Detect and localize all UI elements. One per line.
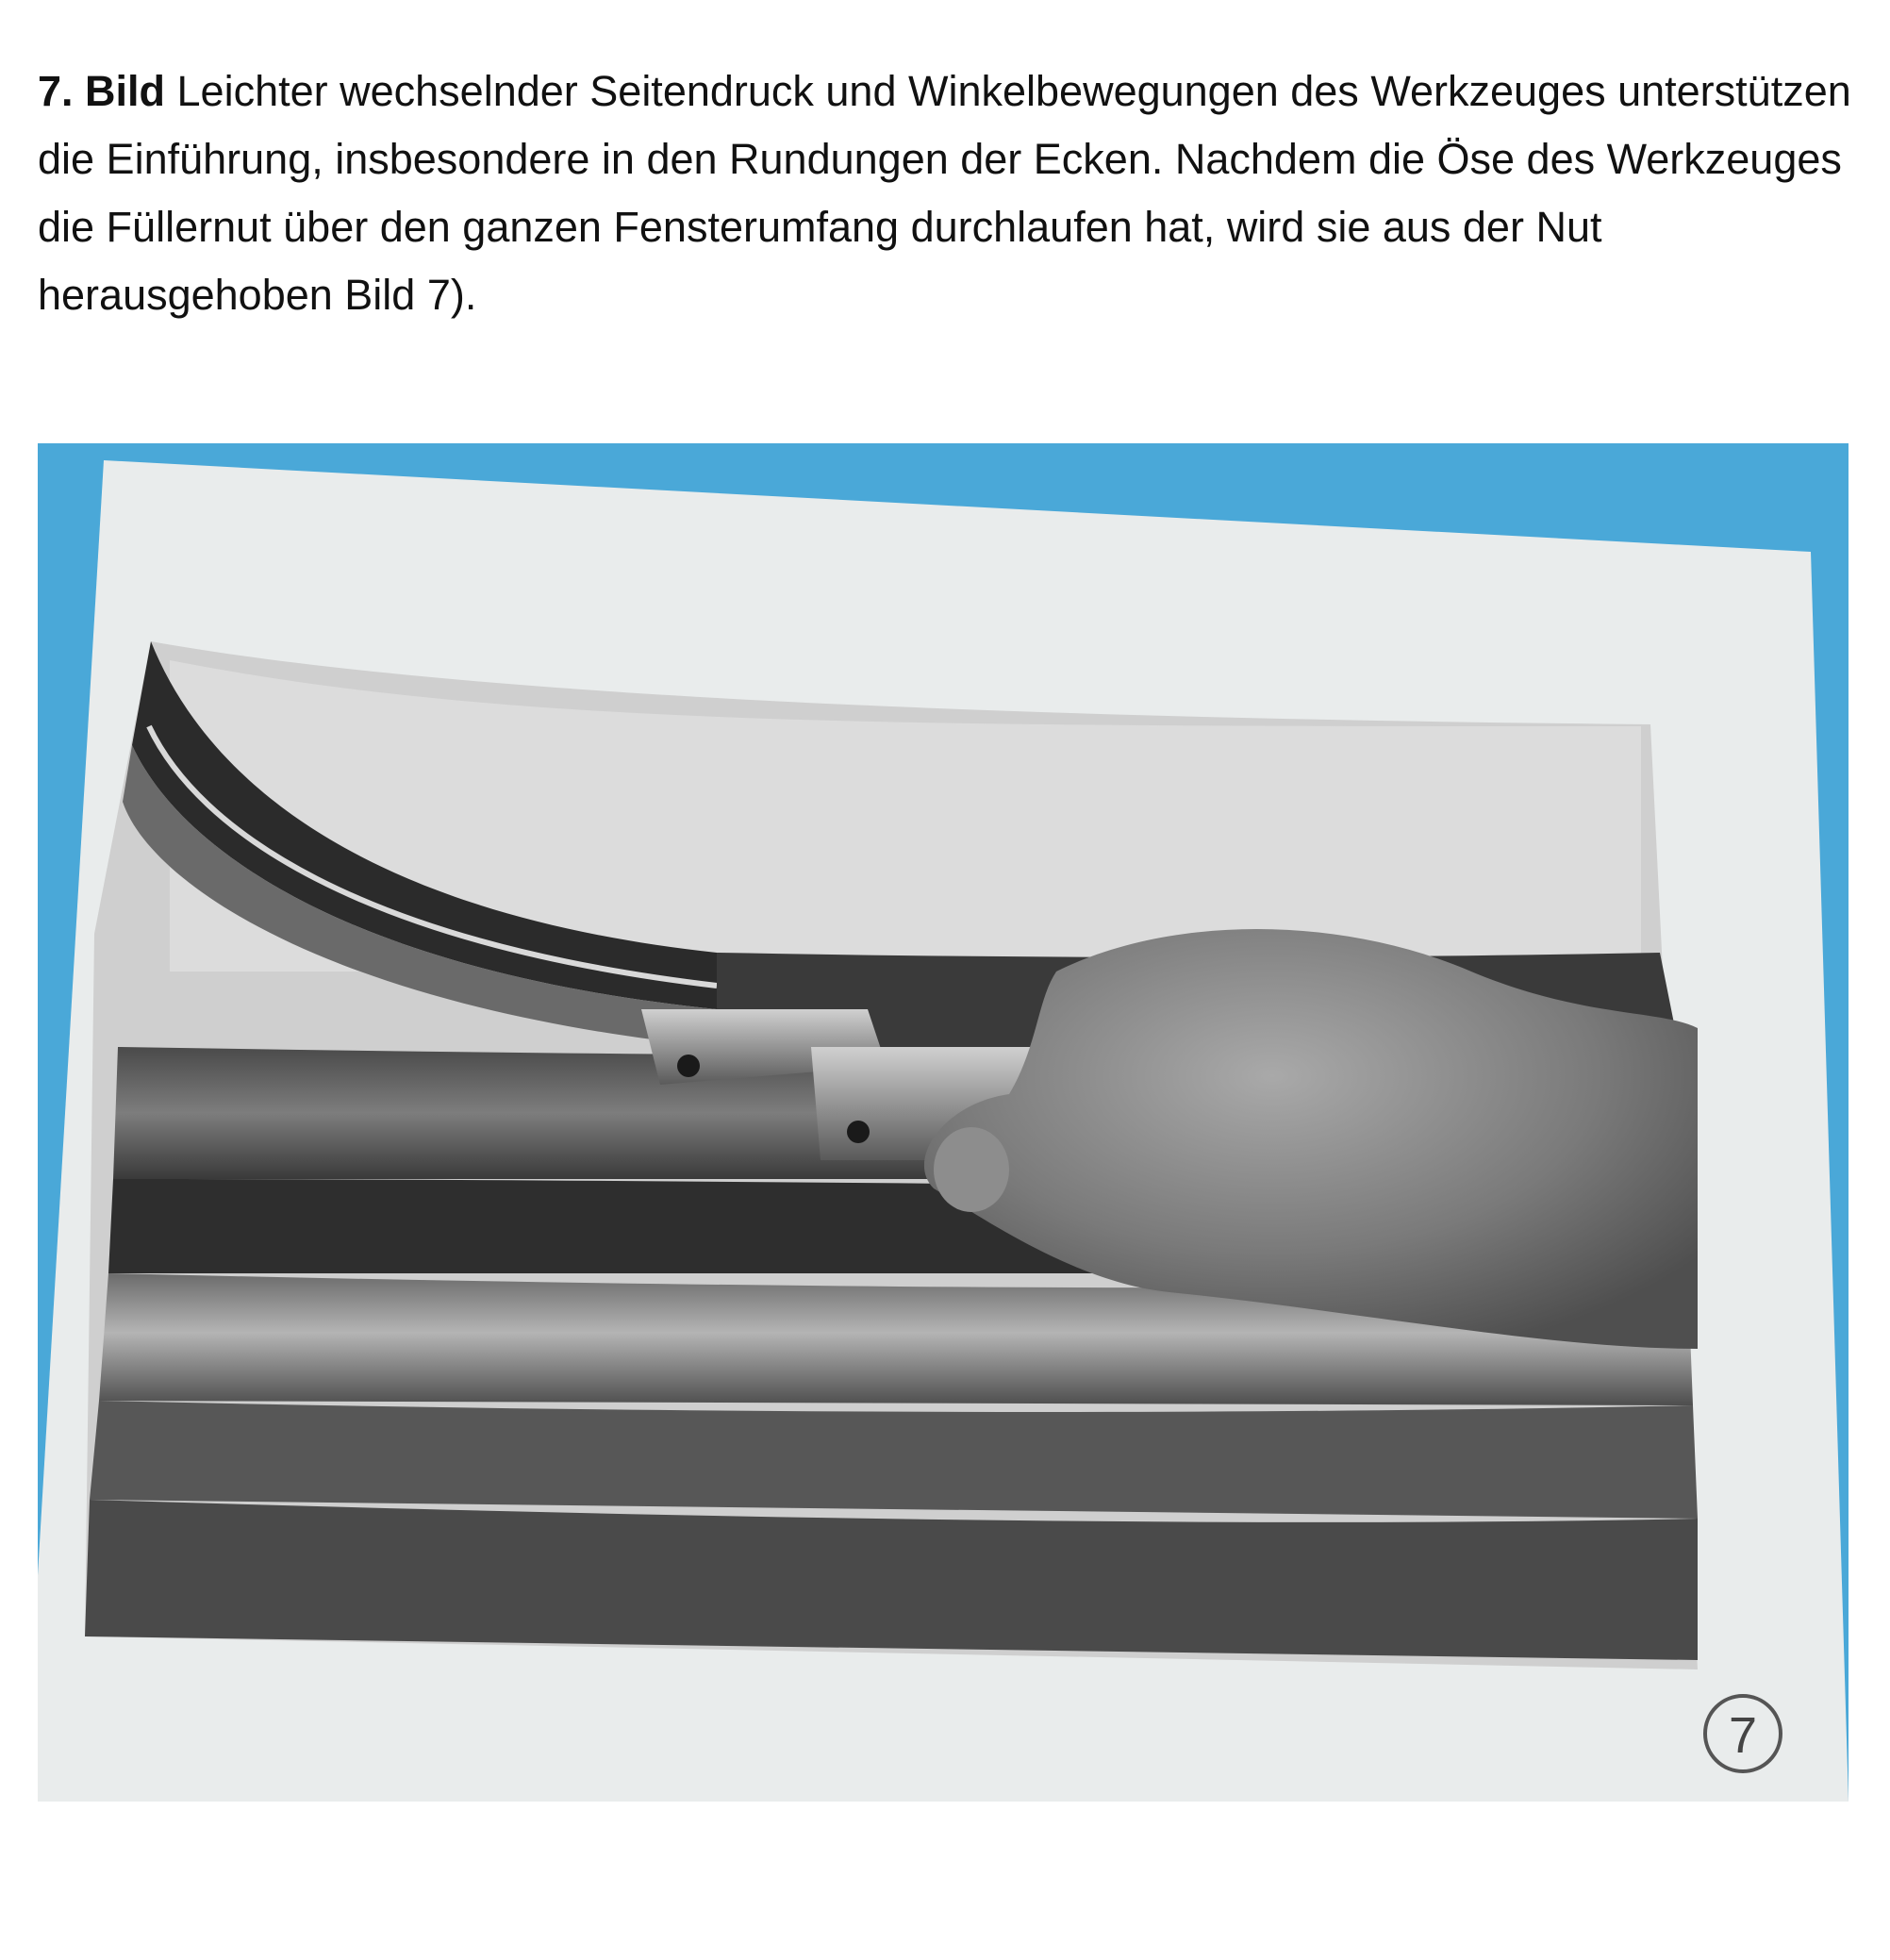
caption-paragraph — [38, 58, 1858, 329]
figure-number: 7. Bild — [38, 67, 166, 115]
caption-text: Leichter wechselnder Seitendruck und Winkelbewegungen des Werkzeuges unterstützen die Einführung, insbesondere in den Rundungen der Ecken. Nachdem die Öse des Werkzeuges die Füllernut über den ganzen Fensterumfang durchlaufen hat, wird sie aus der Nut herausgehoben Bild 7). — [38, 67, 1851, 319]
figure-label: 7 — [1728, 1707, 1758, 1764]
photo-window-seal-tool — [38, 443, 1849, 1802]
